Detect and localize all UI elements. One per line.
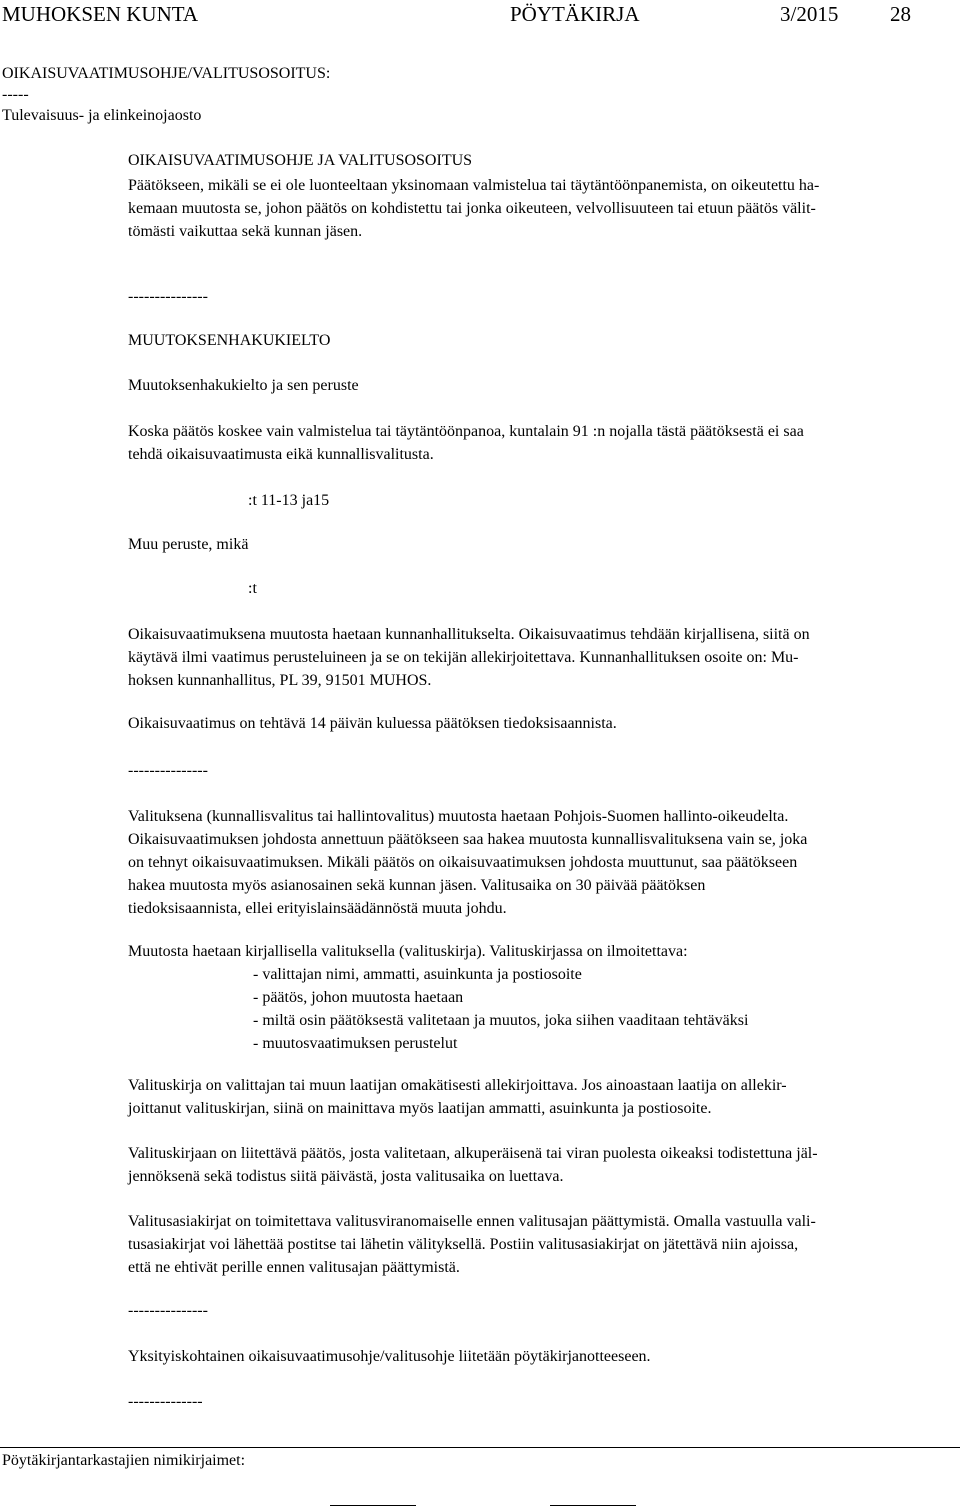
page-number: 28: [890, 2, 911, 26]
other-grounds-label: Muu peruste, mikä: [128, 536, 249, 553]
signature-label: Pöytäkirjantarkastajien nimikirjaimet:: [2, 1452, 246, 1469]
legal-reference: :t 11-13 ja15: [248, 492, 330, 509]
dash-separator: ---------------: [128, 1302, 208, 1319]
section-heading-instructions: OIKAISUVAATIMUSOHJE JA VALITUSOSOITUS: [128, 152, 473, 169]
text-line: Koska päätös koskee vain valmistelua tai täytäntöönpanoa, kuntalain 91 :n nojalla tästä päätöksestä ei saa: [128, 423, 804, 440]
text-line: tusasiakirjat voi lähettää postitse tai lähetin välityksellä. Postiin valitusasiakirjat on jätettävä niin ajoissa,: [128, 1236, 799, 1253]
body-name: Tulevaisuus- ja elinkeinojaosto: [2, 107, 202, 124]
rectification-deadline: Oikaisuvaatimus on tehtävä 14 päivän kuluessa päätöksen tiedoksisaannista.: [128, 715, 617, 732]
page-header: [2, 2, 958, 32]
paragraph-submission: [128, 1210, 950, 1279]
text-line: kemaan muutosta se, johon päätös on kohdistettu tai jonka oikeuteen, velvollisuuteen tai etuun päätös välit-: [128, 200, 816, 217]
text-line: on tehnyt oikaisuvaatimuksen. Mikäli päätös on oikaisuvaatimuksen johdosta muuttunut, saa päätökseen: [128, 854, 798, 871]
text-line: joittanut valituskirjan, siinä on mainittava myös laatijan ammatti, asuinkunta ja postiosoite.: [128, 1100, 712, 1117]
municipality-name: MUHOKSEN KUNTA: [2, 2, 199, 26]
section-heading-appeal-ban: MUUTOKSENHAKUKIELTO: [128, 332, 331, 349]
text-line: Valitusasiakirjat on toimitettava valitusviranomaiselle ennen valitusajan päättymistä. Omalla vastuulla vali-: [128, 1213, 816, 1230]
text-line: tiedoksisaannista, ellei erityislainsäädännöstä muuta johdu.: [128, 900, 507, 917]
signature-line: [550, 1505, 636, 1506]
signature-line: [330, 1505, 416, 1506]
list-item: - muutosvaatimuksen perustelut: [253, 1035, 458, 1052]
text-line: tömästi vaikuttaa sekä kunnan jäsen.: [128, 223, 363, 240]
text-line: että ne ehtivät perille ennen valitusajan päättymistä.: [128, 1259, 460, 1276]
document-number: 3/2015: [780, 2, 839, 26]
subheading-appeal-ban: Muutoksenhakukielto ja sen peruste: [128, 377, 359, 394]
paragraph-appeal-contents: [128, 940, 950, 1055]
paragraph-attachments: [128, 1142, 950, 1188]
text-line: hoksen kunnanhallitus, PL 39, 91501 MUHOS.: [128, 672, 432, 689]
document-title: OIKAISUVAATIMUSOHJE/VALITUSOSOITUS:: [2, 65, 331, 82]
list-item: - miltä osin päätöksestä valitetaan ja muutos, joka siihen vaaditaan tehtäväksi: [253, 1012, 749, 1029]
document-type: PÖYTÄKIRJA: [510, 2, 640, 26]
dash-separator: -----: [2, 86, 29, 103]
legal-reference: :t: [248, 580, 257, 597]
dash-separator: ---------------: [128, 762, 208, 779]
paragraph-appeal-ban: [128, 420, 950, 466]
text-line: Oikaisuvaatimuksen johdosta annettuun päätökseen saa hakea muutosta kunnallisvalituksena vain se, joka: [128, 831, 808, 848]
text-line: jennöksenä sekä todistus siitä päivästä, josta valitusaika on luettava.: [128, 1168, 564, 1185]
text-line: käytävä ilmi vaatimus perusteluineen ja se on tekijän allekirjoitettava. Kunnanhallituksen osoite on: Mu-: [128, 649, 799, 666]
text-line: tehdä oikaisuvaatimusta eikä kunnallisvalitusta.: [128, 446, 434, 463]
text-line: hakea muutosta myös asianosainen sekä kunnan jäsen. Valitusaika on 30 päivää päätöksen: [128, 877, 706, 894]
paragraph-signature-requirement: [128, 1074, 950, 1120]
paragraph-right-to-appeal: [128, 174, 950, 243]
text-line: Valituksena (kunnallisvalitus tai hallintovalitus) muutosta haetaan Pohjois-Suomen hallinto-oikeudelta.: [128, 808, 789, 825]
text-line: Valituskirjaan on liitettävä päätös, josta valitetaan, alkuperäisenä tai viran puolesta oikeaksi todistettuna jäl-: [128, 1145, 818, 1162]
list-item: - valittajan nimi, ammatti, asuinkunta ja postiosoite: [253, 966, 582, 983]
paragraph-rectification: [128, 623, 950, 692]
text-line: Valituskirja on valittajan tai muun laatijan omakätisesti allekirjoittava. Jos ainoastaan laatija on allekir-: [128, 1077, 787, 1094]
paragraph-appeal: [128, 805, 950, 920]
list-item: - päätös, johon muutosta haetaan: [253, 989, 464, 1006]
text-line: Muutosta haetaan kirjallisella valituksella (valituskirja). Valituskirjassa on ilmoitettava:: [128, 943, 688, 960]
dash-separator: --------------: [128, 1393, 203, 1410]
footer-rule: [0, 1447, 960, 1448]
footer-note: Yksityiskohtainen oikaisuvaatimusohje/valitusohje liitetään pöytäkirjanotteeseen.: [128, 1348, 651, 1365]
text-line: Päätökseen, mikäli se ei ole luonteeltaan yksinomaan valmistelua tai täytäntöönpanemista, on oikeutettu ha-: [128, 177, 820, 194]
dash-separator: ---------------: [128, 288, 208, 305]
text-line: Oikaisuvaatimuksena muutosta haetaan kunnanhallitukselta. Oikaisuvaatimus tehdään kirjallisena, siitä on: [128, 626, 810, 643]
